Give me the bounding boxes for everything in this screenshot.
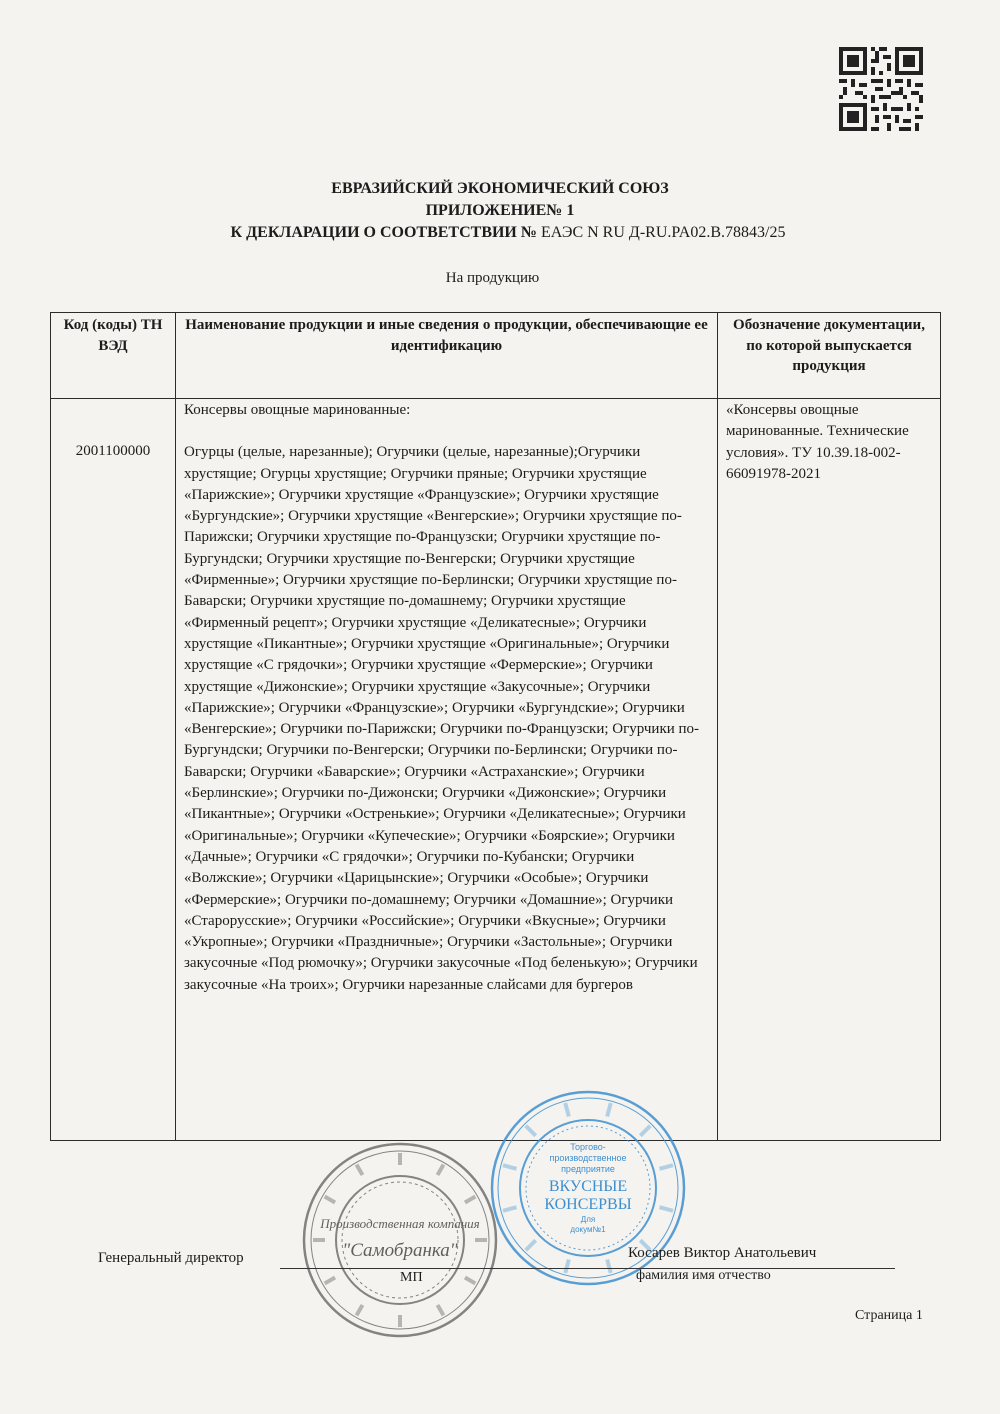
seal-right-line4: Для bbox=[580, 1215, 596, 1224]
seal-right-line5: докум№1 bbox=[570, 1225, 606, 1234]
seal-right-brand1: ВКУСНЫЕ bbox=[548, 1178, 628, 1195]
declaration-title bbox=[8, 224, 1000, 242]
signatory-name: Косарев Виктор Анатольевич bbox=[628, 1245, 817, 1261]
header-name: Наименование продукции и иные сведения о продукции, обеспечивающие ее идентификацию bbox=[176, 313, 718, 399]
company-seal-left bbox=[300, 1140, 500, 1340]
table-header-row bbox=[51, 313, 941, 399]
product-list: Огурцы (целые, нарезанные); Огурчики (целые, нарезанные);Огурчики хрустящие; Огурцы хрустящие; Огурчики пряные; Огурчики хрустящие «Парижские»; Огурчики хрустящие «Французские»; Огурчики хрустящие «Бургундские»; Огурчики хрустящие «Венгерские»; Огурчики хрустящие по-Парижски; Огурчики хрустящие по-Французски; Огурчики хрустящие по-Бургундски; Огурчики хрустящие по-Венгерски; Огурчики хрустящие «Фирменные»; Огурчики хрустящие по-Берлински; Огурчики хрустящие по-Баварски; Огурчики хрустящие по-домашнему; Огурчики хрустящие «Фирменный рецепт»; Огурчики хрустящие «Деликатесные»; Огурчики хрустящие «Пикантные»; Огурчики хрустящие «Оригинальные»; Огурчики хрустящие «С грядочки»; Огурчики хрустящие «Фермерские»; Огурчики хрустящие «Дижонские»; Огурчики хрустящие «Закусочные»; Огурчики «Парижские»; Огурчики «Французские»; Огурчики «Бургундские»; Огурчики «Венгерские»; Огурчики по-Парижски; Огурчики по-Французски; Огурчики по-Бургундски; Огурчики по-Венгерски; Огурчики по-Берлински; Огурчики по-Баварски; Огурчики «Баварские»; Огурчики «Астраханские»; Огурчики «Берлинские»; Огурчики по-Дижонски; Огурчики «Дижонские»; Огурчики «Пикантные»; Огурчики «Остренькие»; Огурчики «Деликатесные»; Огурчики «Оригинальные»; Огурчики «Купеческие»; Огурчики «Боярские»; Огурчики «Дачные»; Огурчики «С грядочки»; Огурчики по-Кубански; Огурчики «Волжские»; Огурчики «Царицынские»; Огурчики «Особые»; Огурчики «Фермерские»; Огурчики по-домашнему; Огурчики «Домашние»; Огурчики «Старорусские»; Огурчики «Российские»; Огурчики «Вкусные»; Огурчики «Укропные»; Огурчики «Праздничные»; Огурчики «Застольные»; Огурчики закусочные «Под рюмочку»; Огурчики закусочные «Под беленькую»; Огурчики закусочные «На троих»; Огурчики нарезанные слайсами для бургеров bbox=[184, 444, 700, 993]
union-title: ЕВРАЗИЙСКИЙ ЭКОНОМИЧЕСКИЙ СОЮЗ bbox=[331, 180, 669, 197]
table-row bbox=[51, 399, 941, 1141]
documentation: «Консервы овощные маринованные. Технические условия». ТУ 10.39.18-002-66091978-2021 bbox=[718, 399, 941, 1141]
signatory-position: Генеральный директор bbox=[98, 1250, 244, 1266]
seal-right-line1: Торгово- bbox=[570, 1142, 606, 1152]
tn-ved-code: 2001100000 bbox=[51, 399, 176, 1141]
subtitle: На продукцию bbox=[445, 270, 540, 286]
qr-code-icon bbox=[839, 47, 923, 131]
signature-line bbox=[280, 1268, 895, 1269]
seal-left-name: "Самобранка" bbox=[342, 1240, 458, 1261]
seal-right-line2: производственное bbox=[549, 1153, 627, 1163]
signatory-caption: фамилия имя отчество bbox=[636, 1268, 771, 1283]
product-cell bbox=[176, 399, 718, 1141]
product-title: Консервы овощные маринованные: bbox=[184, 402, 411, 418]
seal-left-center-text: Производственная компания bbox=[320, 1216, 480, 1231]
header-code: Код (коды) ТН ВЭД bbox=[51, 313, 176, 399]
products-table bbox=[50, 312, 941, 1141]
seal-right-brand2: КОНСЕРВЫ bbox=[544, 1196, 632, 1213]
declaration-prefix: К ДЕКЛАРАЦИИ О СООТВЕТСТВИИ № bbox=[230, 224, 541, 241]
header-doc: Обозначение документации, по которой выпускается продукция bbox=[718, 313, 941, 399]
seal-place-label: МП bbox=[400, 1270, 423, 1285]
page-number: Страница 1 bbox=[855, 1308, 923, 1323]
appendix-title: ПРИЛОЖЕНИЕ№ 1 bbox=[425, 202, 575, 219]
declaration-number: ЕАЭС N RU Д-RU.PA02.B.78843/25 bbox=[540, 224, 786, 241]
seal-right-line3: предприятие bbox=[561, 1164, 615, 1174]
